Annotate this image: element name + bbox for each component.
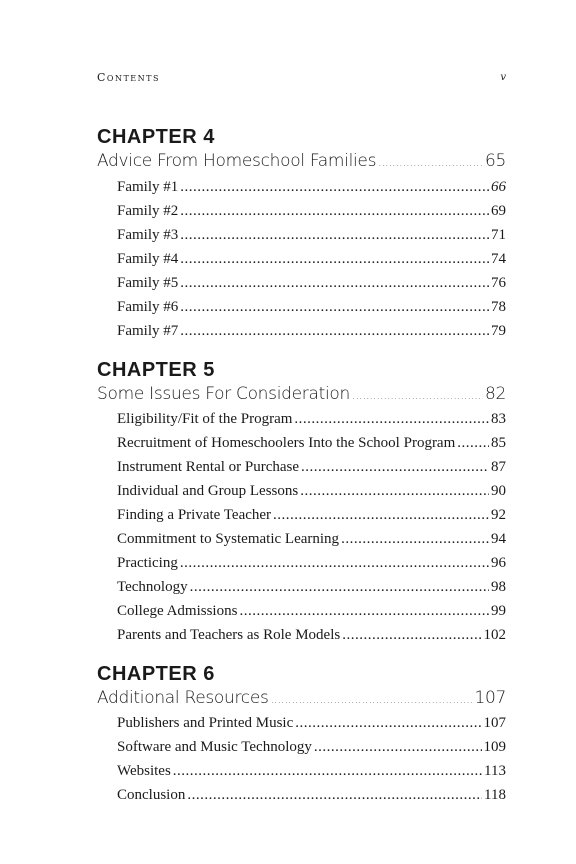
entry-page: 78 — [491, 299, 506, 315]
entry-title: Family #4 — [117, 251, 179, 267]
toc-entry[interactable] — [117, 528, 506, 550]
entry-page: 79 — [491, 323, 506, 339]
entry-page: 94 — [491, 531, 506, 547]
entry-title: Technology — [117, 579, 188, 595]
entry-title: Family #3 — [117, 227, 179, 243]
toc-entry[interactable] — [117, 736, 506, 758]
entry-page: 76 — [491, 275, 506, 291]
entry-title: Finding a Private Teacher — [117, 507, 272, 523]
section-page: 82 — [484, 384, 506, 404]
toc-entry[interactable] — [117, 784, 506, 806]
dot-leader — [180, 224, 489, 246]
toc-entry[interactable] — [117, 408, 506, 430]
entry-page: 113 — [484, 763, 506, 779]
section-title: Advice From Homeschool Families — [97, 151, 377, 171]
dot-leader — [180, 296, 489, 318]
entry-title: Websites — [117, 763, 171, 779]
toc-entry[interactable] — [117, 176, 506, 198]
entry-title: Software and Music Technology — [117, 739, 312, 755]
chapter-heading: CHAPTER 6 — [97, 663, 215, 685]
entry-page: 99 — [491, 603, 506, 619]
entry-title: Eligibility/Fit of the Program — [117, 411, 293, 427]
toc-entry[interactable] — [117, 296, 506, 318]
entry-title: Instrument Rental or Purchase — [117, 459, 300, 475]
entry-page: 92 — [491, 507, 506, 523]
toc-entry[interactable] — [117, 504, 506, 526]
running-head — [97, 69, 506, 85]
entry-title: Family #2 — [117, 203, 179, 219]
toc-entry[interactable] — [117, 456, 506, 478]
dot-leader — [173, 760, 482, 782]
dot-leader — [180, 552, 489, 574]
toc-entry[interactable] — [117, 712, 506, 734]
entry-page: 109 — [483, 739, 506, 755]
toc-entry[interactable] — [117, 224, 506, 246]
toc-entry[interactable] — [117, 432, 506, 454]
dot-leader — [300, 480, 489, 502]
entry-title: Family #7 — [117, 323, 179, 339]
toc-entry[interactable] — [117, 624, 506, 646]
entry-title: Conclusion — [117, 787, 186, 803]
dot-leader — [239, 600, 489, 622]
entry-title: College Admissions — [117, 603, 238, 619]
toc-entry[interactable] — [117, 600, 506, 622]
toc-entry[interactable] — [117, 248, 506, 270]
entry-title: Family #6 — [117, 299, 179, 315]
entry-page: 107 — [483, 715, 506, 731]
entry-title: Parents and Teachers as Role Models — [117, 627, 341, 643]
toc-entry[interactable] — [117, 760, 506, 782]
entry-title: Family #5 — [117, 275, 179, 291]
dot-leader — [352, 382, 483, 408]
dot-leader — [341, 528, 489, 550]
dot-leader — [378, 149, 483, 175]
dot-leader — [180, 320, 489, 342]
entry-title: Commitment to Systematic Learning — [117, 531, 340, 547]
section-page: 107 — [474, 688, 506, 708]
entry-page: 98 — [491, 579, 506, 595]
entry-title: Family #1 — [117, 179, 179, 195]
section-page: 65 — [484, 151, 506, 171]
dot-leader — [301, 456, 489, 478]
entry-page: 74 — [491, 251, 506, 267]
section-title: Some Issues For Consideration — [97, 384, 350, 404]
entry-title: Practicing — [117, 555, 178, 571]
toc-entry[interactable] — [117, 576, 506, 598]
dot-leader — [314, 736, 482, 758]
entry-page: 69 — [491, 203, 506, 219]
dot-leader — [187, 784, 482, 806]
dot-leader — [294, 408, 489, 430]
dot-leader — [295, 712, 481, 734]
toc-entry[interactable] — [117, 200, 506, 222]
dot-leader — [457, 432, 489, 454]
running-head-title: Contents — [97, 70, 160, 84]
section-title: Additional Resources — [97, 688, 269, 708]
dot-leader — [190, 576, 489, 598]
toc-entry[interactable] — [117, 480, 506, 502]
chapter-heading: CHAPTER 4 — [97, 126, 215, 148]
toc-section[interactable] — [97, 382, 506, 406]
dot-leader — [180, 272, 489, 294]
toc-entry[interactable] — [117, 320, 506, 342]
entry-title: Recruitment of Homeschoolers Into the School Program — [117, 435, 456, 451]
entry-page: 83 — [491, 411, 506, 427]
entry-page: 96 — [491, 555, 506, 571]
chapter-heading: CHAPTER 5 — [97, 359, 215, 381]
dot-leader — [180, 248, 489, 270]
dot-leader — [180, 176, 489, 198]
toc-section[interactable] — [97, 149, 506, 173]
entry-title: Individual and Group Lessons — [117, 483, 299, 499]
dot-leader — [342, 624, 481, 646]
entry-page: 118 — [484, 787, 506, 803]
toc-section[interactable] — [97, 686, 506, 710]
dot-leader — [273, 504, 489, 526]
entry-page: 85 — [491, 435, 506, 451]
page-number: v — [500, 71, 506, 83]
entry-page: 102 — [483, 627, 506, 643]
dot-leader — [271, 686, 473, 712]
entry-page: 90 — [491, 483, 506, 499]
toc-entry[interactable] — [117, 272, 506, 294]
toc-entry[interactable] — [117, 552, 506, 574]
entry-title: Publishers and Printed Music — [117, 715, 294, 731]
entry-page: 87 — [491, 459, 506, 475]
entry-page: 66 — [491, 179, 506, 195]
dot-leader — [180, 200, 489, 222]
entry-page: 71 — [491, 227, 506, 243]
